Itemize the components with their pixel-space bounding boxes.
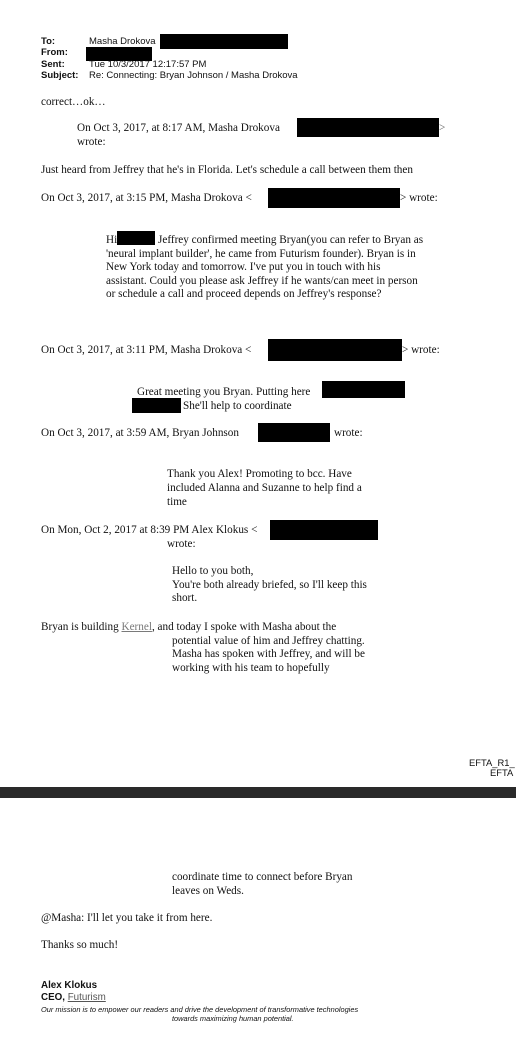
quote-angle: > xyxy=(439,122,446,134)
bates-stamp: EFTA_R1_ xyxy=(469,757,515,768)
quote-header: On Oct 3, 2017, at 3:15 PM, Masha Drokova < xyxy=(41,192,252,204)
message-text: Great meeting you Bryan. Putting here xyxy=(137,386,311,398)
subject-value: Re: Connecting: Bryan Johnson / Masha Drokova xyxy=(89,70,298,81)
message-text: Thanks so much! xyxy=(41,939,119,951)
mission-statement: Our mission is to empower our readers and drive the development of transformative technologies xyxy=(41,1005,359,1014)
quote-header: On Oct 3, 2017, at 8:17 AM, Masha Drokova xyxy=(77,122,280,134)
message-text: short. xyxy=(172,592,198,604)
quote-header: On Mon, Oct 2, 2017 at 8:39 PM Alex Klokus < xyxy=(41,524,258,536)
paragraph-line: 'neural implant builder', he came from Futurism founder). Bryan is in xyxy=(106,248,416,260)
quote-header-wrote: wrote: xyxy=(77,136,106,148)
message-text: Hello to you both, xyxy=(172,565,254,577)
message-text: Thank you Alex! Promoting to bcc. Have xyxy=(167,468,352,480)
quote-header-suffix: > wrote: xyxy=(400,192,438,204)
kernel-link[interactable]: Kernel xyxy=(121,621,152,633)
message-text: working with his team to hopefully xyxy=(172,662,330,674)
message-text: leaves on Weds. xyxy=(172,885,244,897)
redaction-box xyxy=(297,118,439,137)
message-text: included Alanna and Suzanne to help find a xyxy=(167,482,362,494)
greeting-hi: Hi xyxy=(106,234,118,246)
message-text: @Masha: I'll let you take it from here. xyxy=(41,912,213,924)
paragraph-line: assistant. Could you please ask Jeffrey if he wants/can meet in person xyxy=(106,275,418,287)
message-text: coordinate time to connect before Bryan xyxy=(172,871,353,883)
redaction-box xyxy=(268,339,402,361)
bates-stamp: EFTA xyxy=(490,767,514,778)
to-value: Masha Drokova xyxy=(89,36,156,47)
quote-header: On Oct 3, 2017, at 3:11 PM, Masha Drokova < xyxy=(41,344,252,356)
signature-title-prefix: CEO, xyxy=(41,992,68,1003)
message-text: She'll help to coordinate xyxy=(183,400,292,412)
signature-name: Alex Klokus xyxy=(41,980,98,991)
redaction-box xyxy=(132,398,181,413)
from-label: From: xyxy=(41,47,68,58)
paragraph-line: New York today and tomorrow. I've put you in touch with his xyxy=(106,261,381,273)
redaction-box xyxy=(322,381,405,398)
to-label: To: xyxy=(41,36,56,47)
message-text: , and today I spoke with Masha about the xyxy=(151,621,337,633)
message-line xyxy=(41,621,336,634)
paragraph-line: or schedule a call and proceed depends on Jeffrey's response? xyxy=(106,288,382,300)
message-text: You're both already briefed, so I'll keep this xyxy=(172,579,367,591)
quote-header-suffix: wrote: xyxy=(334,427,363,439)
redaction-box xyxy=(258,423,330,442)
subject-label: Subject: xyxy=(41,70,79,81)
quote-header: On Oct 3, 2017, at 3:59 AM, Bryan Johnson xyxy=(41,427,239,439)
sent-value: Tue 10/3/2017 12:17:57 PM xyxy=(89,59,207,70)
redaction-box xyxy=(268,188,400,208)
quote-header-suffix: > wrote: xyxy=(402,344,440,356)
sent-label: Sent: xyxy=(41,59,65,70)
message-text: potential value of him and Jeffrey chatting. xyxy=(172,635,365,647)
message-text: time xyxy=(167,496,187,508)
mission-statement: towards maximizing human potential. xyxy=(172,1014,294,1023)
signature-title xyxy=(41,992,106,1003)
futurism-link[interactable]: Futurism xyxy=(67,992,106,1003)
message-text: Masha has spoken with Jeffrey, and will be xyxy=(172,648,365,660)
redaction-box xyxy=(270,520,378,540)
page-break xyxy=(0,787,516,798)
message-text: Just heard from Jeffrey that he's in Florida. Let's schedule a call between them then xyxy=(41,164,413,176)
redaction-box xyxy=(117,231,155,245)
quote-header-wrote: wrote: xyxy=(167,538,196,550)
paragraph-line: Jeffrey confirmed meeting Bryan(you can refer to Bryan as xyxy=(158,234,424,246)
message-text: Bryan is building xyxy=(41,621,122,633)
reply-text: correct…ok… xyxy=(41,96,106,108)
redaction-box xyxy=(160,34,288,49)
